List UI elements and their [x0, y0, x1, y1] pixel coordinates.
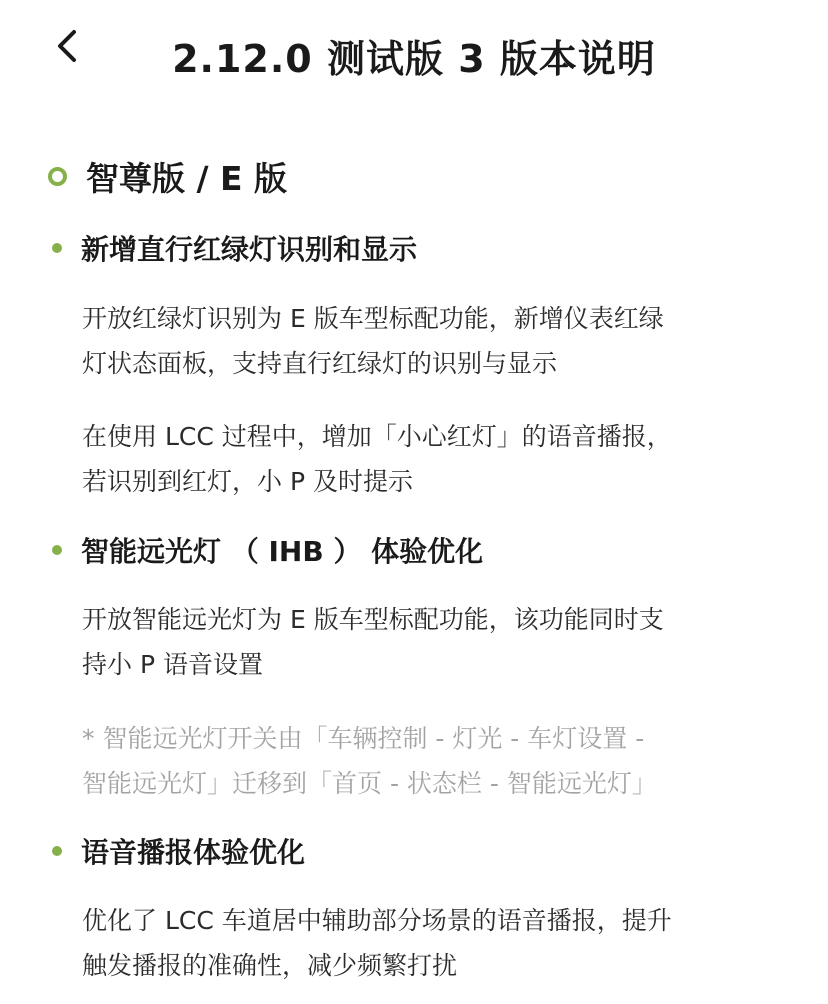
bullet-dot-icon	[52, 545, 62, 555]
item-paragraph: 开放智能远光灯为 E 版车型标配功能，该功能同时支 持小 P 语音设置	[82, 605, 664, 679]
header-bar	[0, 0, 828, 100]
item-header-voice	[52, 831, 305, 871]
item-paragraph: 优化了 LCC 车道居中辅助部分场景的语音播报，提升 触发播报的准确性，减少频繁打扰	[82, 906, 672, 980]
section-header	[48, 152, 287, 200]
item-note: * 智能远光灯开关由「车辆控制 - 灯光 - 车灯设置 - 智能远光灯」迁移到「首页 - 状态栏 - 智能远光灯」	[82, 724, 657, 798]
ring-bullet-icon	[48, 167, 67, 186]
item-paragraph: 在使用 LCC 过程中，增加「小心红灯」的语音播报， 若识别到红灯，小 P 及时提示	[82, 422, 672, 496]
item-header-traffic-light	[52, 228, 417, 268]
bullet-dot-icon	[52, 846, 62, 856]
item-header-ihb	[52, 530, 483, 570]
item-paragraph: 开放红绿灯识别为 E 版车型标配功能，新增仪表红绿 灯状态面板，支持直行红绿灯的识别与显示	[82, 304, 664, 378]
bullet-dot-icon	[52, 243, 62, 253]
section-title: 智尊版 / E 版	[86, 158, 288, 198]
item-title: 语音播报体验优化	[81, 836, 306, 869]
page-title: 2.12.0 测试版 3 版本说明	[172, 37, 656, 81]
item-title: 智能远光灯 （ IHB ） 体验优化	[81, 535, 484, 568]
item-title: 新增直行红绿灯识别和显示	[81, 233, 418, 266]
